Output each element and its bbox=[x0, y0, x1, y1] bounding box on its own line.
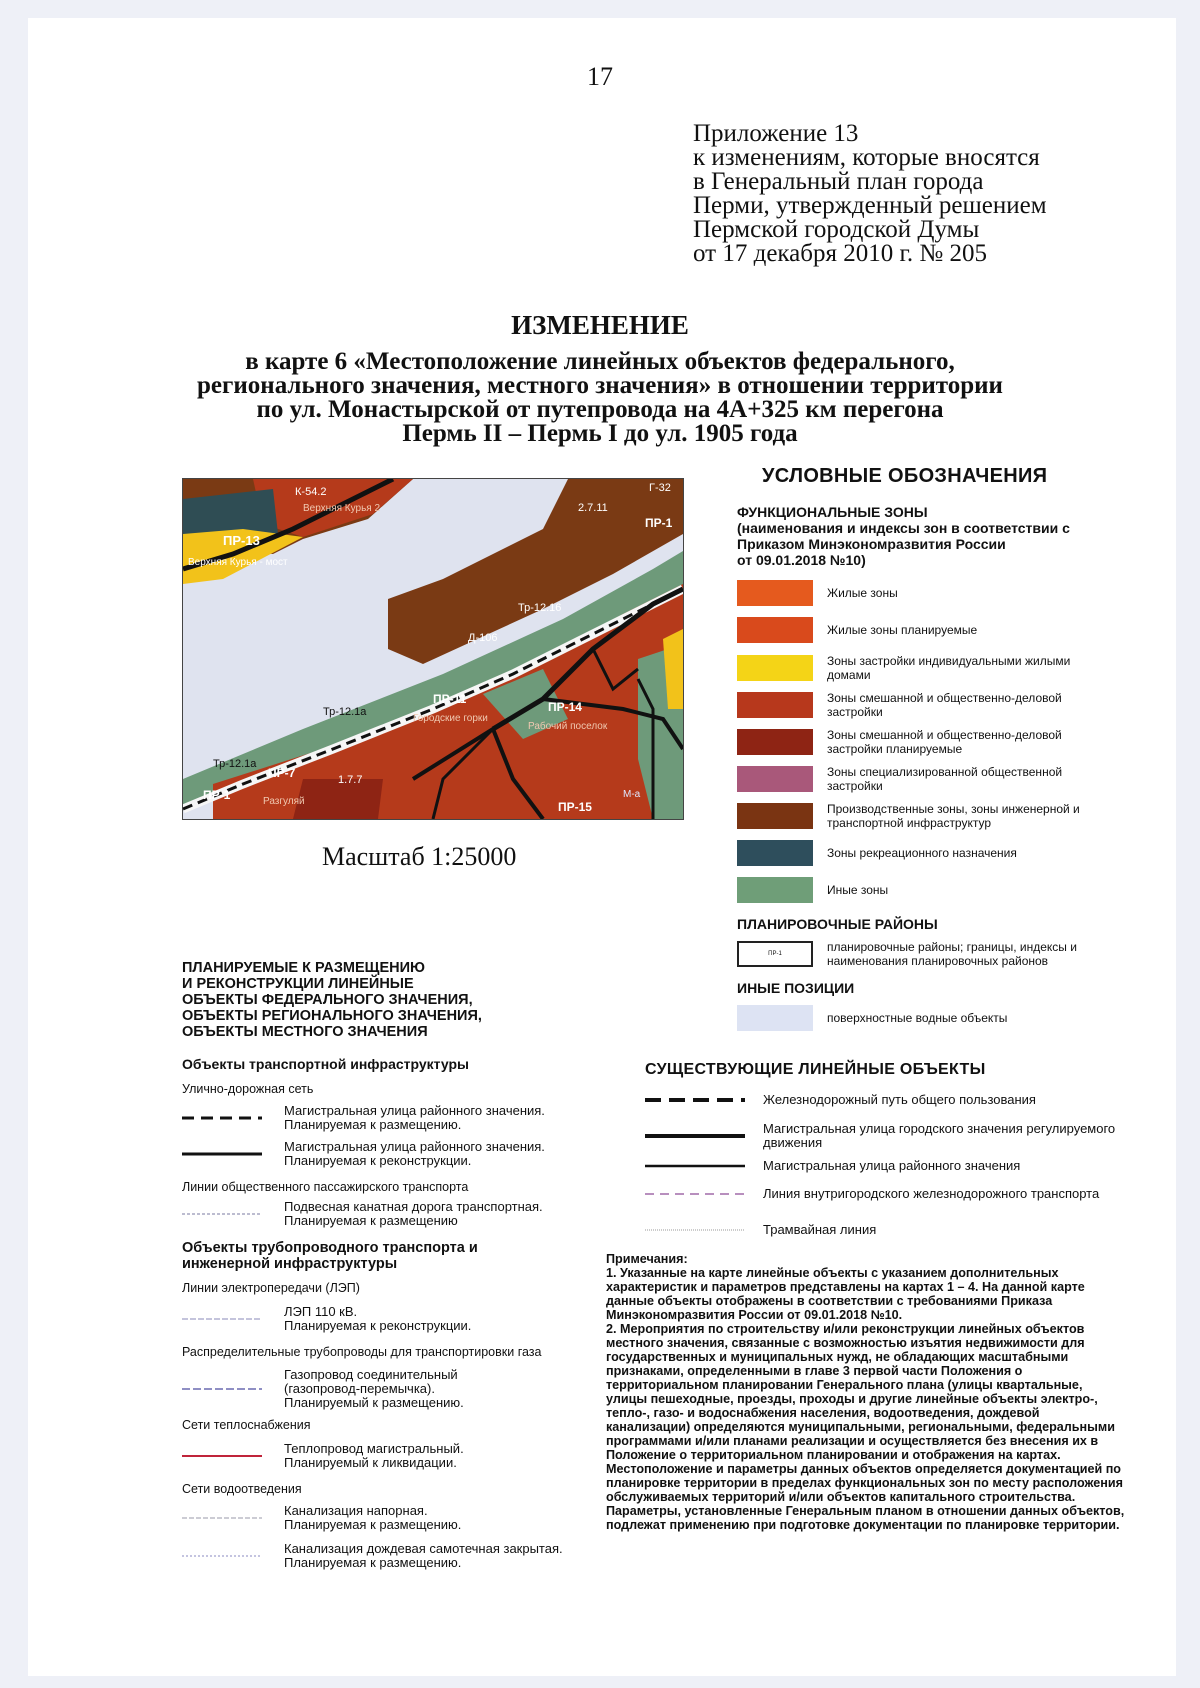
zone-swatch bbox=[737, 580, 813, 606]
planning-area-label: планировочные районы; границы, индексы и наименования планировочных районов bbox=[827, 940, 1077, 968]
legend-water-row bbox=[737, 1005, 1097, 1031]
gas-pipe-sample bbox=[182, 1381, 262, 1397]
line-label bbox=[284, 1104, 545, 1132]
map-label: Рабочий поселок bbox=[528, 721, 608, 732]
document-heading: ИЗМЕНЕНИЕ bbox=[511, 310, 689, 340]
note-2: 2. Мероприятия по строительству и/или реконструкции линейных объектов местного значения, связанные с возможностью изъятия недвижимости для государственных и муниципальных нужд, не обладающих масштабными признаками, определенными в главе 3 первой части Положения о территориальном планировании Генерального плана (улицы квартальные, улицы пешеходные, проезды, проходы и другие линейные объекты электро-, тепло-, газо- и водоснабжения населения, водоотведения, дождевой канализации) определяются муниципальными, региональными, федеральными программами и/или планами реализации и осуществляется без внесения их в Положение о территориальном планировании и отображения на картах. Местоположение и параметры данных объектов определяется документацией по планировке территории в пределах функциональных зон по месту расположения обслуживаемых территорий и/или объектов капитального строительства. Параметры, установленные Генеральным планом в отношении данных объектов, подлежат применению при подготовке документации по планировке территории. bbox=[606, 1322, 1125, 1532]
dashed-street-sample bbox=[182, 1110, 262, 1126]
legend-line-row bbox=[182, 1104, 545, 1132]
line-label-text: Магистральная улица районного значения. bbox=[284, 1103, 545, 1118]
urban-rail-sample bbox=[645, 1186, 745, 1202]
line-label bbox=[284, 1305, 471, 1333]
zone-swatch bbox=[737, 840, 813, 866]
legend-line-row bbox=[182, 1504, 461, 1532]
zone-label: Жилые зоны планируемые bbox=[827, 623, 978, 637]
existing-line-label: Магистральная улица городского значения регулируемого движения bbox=[763, 1121, 1116, 1150]
line-label-text: (газопровод-перемычка). bbox=[284, 1381, 435, 1396]
appendix-line: от 17 декабря 2010 г. № 205 bbox=[693, 240, 988, 267]
map-scale: Масштаб 1:25000 bbox=[322, 842, 517, 871]
planned-title-line: ОБЪЕКТЫ РЕГИОНАЛЬНОГО ЗНАЧЕНИЯ, bbox=[182, 1008, 482, 1024]
map-label: К-54.2 bbox=[295, 486, 327, 498]
storm-sewer-sample bbox=[182, 1548, 262, 1564]
pipeline-title-line: инженерной инфраструктуры bbox=[182, 1256, 398, 1272]
zone-label: Зоны смешанной и общественно-деловой застройки bbox=[827, 691, 1062, 719]
sewer-networks-label: Сети водоотведения bbox=[182, 1482, 302, 1496]
existing-line-label: Трамвайная линия bbox=[763, 1222, 877, 1237]
legend-line-row bbox=[182, 1140, 545, 1168]
planned-title-line: ПЛАНИРУЕМЫЕ К РАЗМЕЩЕНИЮ bbox=[182, 960, 425, 976]
note-1: 1. Указанные на карте линейные объекты с указанием дополнительных характеристик и параметров представлены на картах 1 – 4. На данной карте данные объекты отображены в соответствии с требованиями Приказа Минэкономразвития России от 09.01.2018 №10. bbox=[606, 1266, 1085, 1322]
line-label bbox=[284, 1542, 563, 1570]
map-label: Городские горки bbox=[413, 713, 488, 724]
planning-areas-title: ПЛАНИРОВОЧНЫЕ РАЙОНЫ bbox=[737, 916, 938, 932]
tram-sample bbox=[645, 1222, 745, 1238]
existing-line-label: Линия внутригородского железнодорожного транспорта bbox=[763, 1186, 1100, 1201]
appendix-line: Перми, утвержденный решением bbox=[693, 192, 1047, 219]
functional-title-line: от 09.01.2018 №10) bbox=[737, 552, 866, 568]
functional-title-line: ФУНКЦИОНАЛЬНЫЕ ЗОНЫ bbox=[737, 504, 928, 520]
page-number: 17 bbox=[587, 62, 613, 91]
water-swatch bbox=[737, 1005, 813, 1031]
notes-block bbox=[606, 1252, 1126, 1532]
map-label: Тр-12.1а bbox=[213, 758, 257, 770]
legend-line-row bbox=[182, 1305, 471, 1333]
legend-zone-row bbox=[737, 617, 1097, 643]
line-label-text: Планируемая к размещению. bbox=[284, 1555, 462, 1570]
map-label: Верхняя Курья - мост bbox=[188, 557, 288, 568]
line-label-text: Подвесная канатная дорога транспортная. bbox=[284, 1199, 543, 1214]
gas-distribution-label: Распределительные трубопроводы для транспортировки газа bbox=[182, 1345, 542, 1359]
legend-line-row bbox=[182, 1200, 543, 1228]
line-label bbox=[284, 1368, 464, 1410]
map-label: ПР-13 bbox=[223, 533, 260, 548]
planned-title-line: ОБЪЕКТЫ МЕСТНОГО ЗНАЧЕНИЯ bbox=[182, 1024, 428, 1040]
pipeline-title-line: Объекты трубопроводного транспорта и bbox=[182, 1240, 478, 1256]
map-label: М-а bbox=[623, 789, 641, 800]
line-label-text: Планируемая к реконструкции. bbox=[284, 1153, 472, 1168]
line-label-text: Канализация дождевая самотечная закрытая. bbox=[284, 1541, 563, 1556]
existing-line-row bbox=[645, 1122, 1133, 1150]
line-label-text: Планируемая к размещению. bbox=[284, 1517, 462, 1532]
line-label-text: Газопровод соединительный bbox=[284, 1367, 458, 1382]
line-label-text: Теплопровод магистральный. bbox=[284, 1441, 464, 1456]
planned-title-line: ОБЪЕКТЫ ФЕДЕРАЛЬНОГО ЗНАЧЕНИЯ, bbox=[182, 992, 473, 1008]
map-label: 1.7.7 bbox=[338, 774, 363, 786]
map-label: Г-32 bbox=[649, 482, 671, 494]
line-label-text: Магистральная улица районного значения. bbox=[284, 1139, 545, 1154]
legend-title: УСЛОВНЫЕ ОБОЗНАЧЕНИЯ bbox=[762, 465, 1048, 487]
legend-zone-row bbox=[737, 877, 1097, 903]
appendix-line: Пермской городской Думы bbox=[693, 216, 980, 243]
planning-box-label: ПР-1 bbox=[768, 951, 782, 957]
zone-swatch bbox=[737, 729, 813, 755]
map-label: ПР-7 bbox=[268, 766, 296, 780]
functional-title-line: Приказом Минэкономразвития России bbox=[737, 536, 1006, 552]
line-label bbox=[284, 1442, 464, 1470]
line-label-text: Планируемая к реконструкции. bbox=[284, 1318, 472, 1333]
zone-label: Иные зоны bbox=[827, 883, 889, 897]
functional-zones-title bbox=[737, 504, 1070, 568]
line-label-text: Планируемый к размещению. bbox=[284, 1395, 464, 1410]
planned-objects-title bbox=[182, 960, 482, 1040]
title-line: Пермь II – Пермь I до ул. 1905 года bbox=[402, 420, 798, 447]
line-label bbox=[284, 1200, 543, 1228]
map-label: Д-106 bbox=[468, 632, 498, 644]
appendix-line: Приложение 13 bbox=[693, 120, 859, 147]
title-line: регионального значения, местного значения» в отношении территории bbox=[197, 372, 1003, 399]
pressure-sewer-sample bbox=[182, 1510, 262, 1526]
legend-zone-row bbox=[737, 580, 1097, 606]
zone-swatch bbox=[737, 692, 813, 718]
solid-street-sample bbox=[182, 1146, 262, 1162]
planning-area-swatch bbox=[737, 941, 813, 967]
existing-line-row bbox=[645, 1222, 1133, 1238]
city-street-sample bbox=[645, 1128, 745, 1144]
notes-heading: Примечания: bbox=[606, 1252, 688, 1266]
legend-zone-row bbox=[737, 654, 1097, 682]
existing-line-row bbox=[645, 1158, 1133, 1174]
zone-label: Зоны застройки индивидуальными жилыми домами bbox=[827, 654, 1071, 682]
zone-swatch bbox=[737, 617, 813, 643]
map-label: ПР-1 bbox=[203, 788, 231, 802]
line-label-text: Планируемая к размещению bbox=[284, 1213, 458, 1228]
zone-swatch bbox=[737, 877, 813, 903]
transport-title: Объекты транспортной инфраструктуры bbox=[182, 1056, 469, 1072]
pipeline-title bbox=[182, 1240, 478, 1272]
legend-line-row bbox=[182, 1368, 464, 1410]
appendix-line: в Генеральный план города bbox=[693, 168, 984, 195]
heat-pipe-sample bbox=[182, 1448, 262, 1464]
legend-zone-row bbox=[737, 765, 1097, 793]
cable-car-sample bbox=[182, 1206, 262, 1222]
legend-zone-row bbox=[737, 728, 1097, 756]
zone-label: Производственные зоны, зоны инженерной и транспортной инфраструктур bbox=[827, 802, 1080, 830]
zone-swatch bbox=[737, 655, 813, 681]
zone-swatch bbox=[737, 766, 813, 792]
line-label-text: Планируемый к ликвидации. bbox=[284, 1455, 457, 1470]
map-label: Разгуляй bbox=[263, 796, 305, 807]
other-positions-title: ИНЫЕ ПОЗИЦИИ bbox=[737, 980, 855, 996]
legend-planning-row bbox=[737, 940, 1097, 968]
line-label-text: Планируемая к размещению. bbox=[284, 1117, 462, 1132]
railway-sample bbox=[645, 1092, 745, 1108]
map-label: ПР-14 bbox=[548, 700, 582, 714]
existing-line-label: Магистральная улица районного значения bbox=[763, 1158, 1021, 1173]
map-label: Тр-12.16 bbox=[518, 602, 562, 614]
heat-networks-label: Сети теплоснабжения bbox=[182, 1418, 311, 1432]
existing-line-label: Железнодорожный путь общего пользования bbox=[763, 1092, 1036, 1107]
existing-objects-title: СУЩЕСТВУЮЩИЕ ЛИНЕЙНЫЕ ОБЪЕКТЫ bbox=[645, 1061, 986, 1078]
zone-label: Жилые зоны bbox=[827, 586, 898, 600]
map-label: ПР-15 bbox=[558, 800, 592, 814]
water-label: поверхностные водные объекты bbox=[827, 1011, 1008, 1025]
document-title bbox=[100, 350, 1100, 446]
zone-swatch bbox=[737, 803, 813, 829]
line-label bbox=[284, 1504, 461, 1532]
zone-label: Зоны рекреационного назначения bbox=[827, 846, 1017, 860]
zone-label: Зоны специализированной общественной застройки bbox=[827, 765, 1063, 793]
zone-label: Зоны смешанной и общественно-деловой застройки планируемые bbox=[827, 728, 1062, 756]
map-label: Верхняя Курья 2 bbox=[303, 503, 381, 514]
existing-line-row bbox=[645, 1092, 1133, 1108]
power-lines-label: Линии электропередачи (ЛЭП) bbox=[182, 1281, 360, 1295]
existing-line-row bbox=[645, 1186, 1133, 1202]
map-label: 2.7.11 bbox=[578, 502, 608, 514]
map-svg bbox=[183, 479, 683, 819]
planned-title-line: И РЕКОНСТРУКЦИИ ЛИНЕЙНЫЕ bbox=[182, 976, 414, 992]
title-line: в карте 6 «Местоположение линейных объектов федерального, bbox=[245, 348, 955, 375]
line-label-text: Канализация напорная. bbox=[284, 1503, 428, 1518]
map-label: ПР-1 bbox=[645, 516, 673, 530]
appendix-block bbox=[693, 122, 1047, 266]
legend-line-row bbox=[182, 1442, 464, 1470]
map-label: Тр-12.1а bbox=[323, 706, 367, 718]
title-line: по ул. Монастырской от путепровода на 4А+325 км перегона bbox=[256, 396, 944, 423]
map-label: ПР-11 bbox=[433, 692, 467, 706]
legend-zone-row bbox=[737, 802, 1097, 830]
line-label bbox=[284, 1140, 545, 1168]
legend-line-row bbox=[182, 1542, 563, 1570]
legend-zone-row bbox=[737, 840, 1097, 866]
functional-title-line: (наименования и индексы зон в соответствии с bbox=[737, 520, 1070, 536]
map-fragment bbox=[182, 478, 684, 820]
district-street-sample bbox=[645, 1158, 745, 1174]
street-network-label: Улично-дорожная сеть bbox=[182, 1082, 314, 1096]
power-line-sample bbox=[182, 1311, 262, 1327]
legend-zone-row bbox=[737, 691, 1097, 719]
appendix-line: к изменениям, которые вносятся bbox=[693, 144, 1040, 171]
public-transport-label: Линии общественного пассажирского транспорта bbox=[182, 1180, 469, 1194]
line-label-text: ЛЭП 110 кВ. bbox=[284, 1304, 358, 1319]
